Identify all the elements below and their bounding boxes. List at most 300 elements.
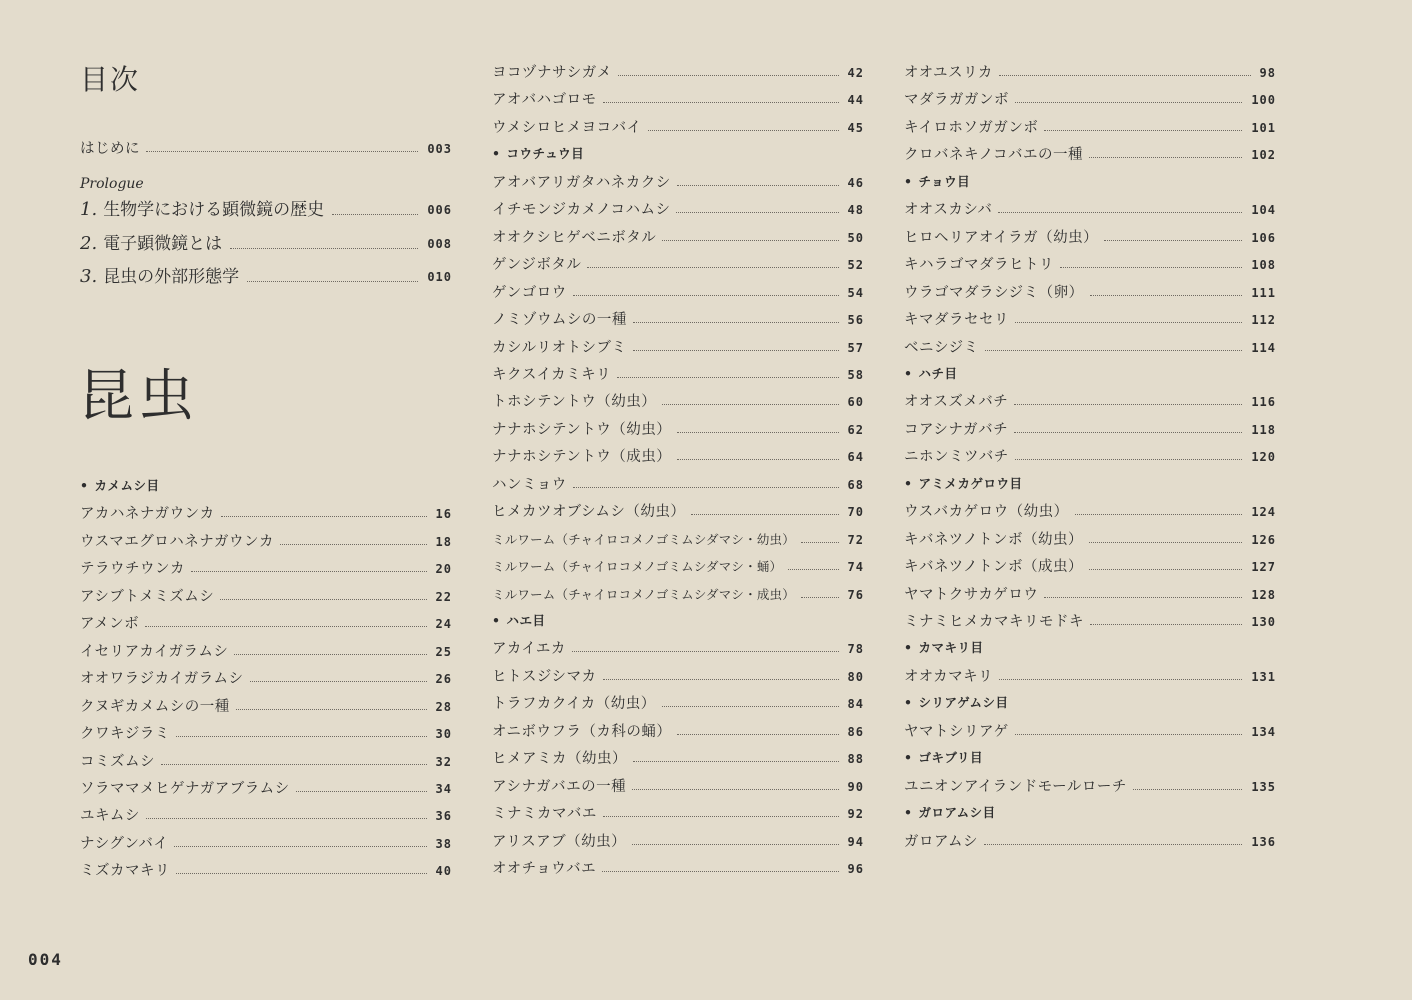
- toc-entry[interactable]: [492, 118, 864, 138]
- dot-leader: [573, 487, 839, 488]
- toc-entry-page: 70: [847, 505, 864, 519]
- toc-entry[interactable]: [904, 283, 1276, 303]
- order-heading: [80, 477, 160, 495]
- toc-entry[interactable]: [904, 530, 1276, 550]
- toc-entry-label: ミズカマキリ: [80, 863, 170, 879]
- order-heading: [904, 749, 983, 767]
- dot-leader: [176, 736, 427, 737]
- toc-entry-label: アリスアブ（幼虫）: [492, 834, 627, 850]
- toc-entry-page: 111: [1251, 286, 1276, 300]
- dot-leader: [1104, 240, 1242, 241]
- dot-leader: [618, 75, 839, 76]
- toc-entry[interactable]: [904, 447, 1276, 467]
- toc-entry[interactable]: [492, 255, 864, 275]
- dot-leader: [985, 350, 1243, 351]
- toc-entry[interactable]: [904, 255, 1276, 275]
- toc-entry-page: 124: [1251, 505, 1276, 519]
- toc-entry-label: ヤマトクサカゲロウ: [904, 587, 1039, 603]
- dot-leader: [1089, 569, 1242, 570]
- toc-entry[interactable]: [904, 777, 1276, 797]
- bullet-icon: •: [904, 366, 913, 381]
- toc-entry-page: 80: [847, 670, 864, 684]
- toc-entry[interactable]: [492, 832, 864, 852]
- order-heading: [492, 145, 584, 163]
- prologue-entry-page: 008: [427, 237, 452, 251]
- order-heading-label: アミメカゲロウ目: [918, 476, 1023, 491]
- toc-entry-page: 127: [1251, 560, 1276, 574]
- toc-entry-label: ソラママメヒゲナガアブラムシ: [80, 781, 290, 797]
- toc-entry[interactable]: [492, 722, 864, 742]
- dot-leader: [662, 404, 838, 405]
- dot-leader: [1044, 130, 1242, 131]
- dot-leader: [1060, 267, 1242, 268]
- toc-entry[interactable]: [904, 90, 1276, 110]
- toc-entry[interactable]: [492, 420, 864, 440]
- dot-leader: [221, 516, 427, 517]
- toc-entry[interactable]: [904, 502, 1276, 522]
- prologue-entry[interactable]: [80, 198, 452, 222]
- toc-entry-label: コミズムシ: [80, 754, 155, 770]
- toc-entry-page: 94: [847, 835, 864, 849]
- toc-entry-label: アシナガバエの一種: [492, 779, 627, 795]
- toc-entry[interactable]: [904, 612, 1276, 632]
- dot-leader: [617, 377, 838, 378]
- toc-entry[interactable]: [492, 475, 864, 495]
- toc-entry[interactable]: [80, 806, 452, 826]
- toc-entry-page: 52: [847, 258, 864, 272]
- toc-entry-label: アカイエカ: [492, 641, 566, 657]
- dot-leader: [234, 654, 426, 655]
- toc-entry-label: オオユスリカ: [904, 65, 993, 81]
- dot-leader: [677, 432, 838, 433]
- toc-entry-page: 38: [435, 837, 452, 851]
- toc-entry-page: 88: [847, 752, 864, 766]
- toc-entry-label: キバネツノトンボ（幼虫）: [904, 532, 1083, 548]
- toc-entry[interactable]: [492, 530, 864, 550]
- prologue-entry-label: 生物学における顕微鏡の歴史: [103, 200, 325, 220]
- toc-entry-label: ガロアムシ: [904, 834, 978, 850]
- toc-entry-page: 44: [847, 93, 864, 107]
- toc-entry-page: 86: [847, 725, 864, 739]
- dot-leader: [691, 514, 838, 515]
- toc-entry-page: 120: [1251, 450, 1276, 464]
- toc-entry[interactable]: [80, 532, 452, 552]
- toc-entry-label: ミナミヒメカマキリモドキ: [904, 614, 1084, 630]
- toc-entry[interactable]: [904, 392, 1276, 412]
- order-heading: [904, 639, 984, 657]
- toc-entry[interactable]: [492, 228, 864, 248]
- toc-entry[interactable]: [904, 667, 1276, 687]
- toc-entry-page: 108: [1251, 258, 1276, 272]
- toc-entry-page: 28: [435, 700, 452, 714]
- dot-leader: [677, 185, 839, 186]
- toc-entry[interactable]: [492, 310, 864, 330]
- toc-entry-label: ナナホシテントウ（幼虫）: [492, 422, 672, 438]
- toc-entry-label: ウスバカゲロウ（幼虫）: [904, 504, 1069, 520]
- toc-entry[interactable]: [492, 585, 864, 605]
- toc-entry[interactable]: [80, 861, 452, 881]
- dot-leader: [648, 130, 839, 131]
- toc-entry[interactable]: [492, 667, 864, 687]
- toc-entry-label: はじめに: [80, 141, 140, 157]
- toc-entry-page: 24: [435, 617, 452, 631]
- toc-title: 目次: [80, 63, 141, 96]
- toc-entry-page: 128: [1251, 588, 1276, 602]
- dot-leader: [146, 151, 418, 152]
- toc-entry-label: ユキムシ: [80, 808, 140, 824]
- prologue-entry[interactable]: [80, 265, 452, 289]
- toc-entry[interactable]: [80, 779, 452, 799]
- dot-leader: [1133, 789, 1242, 790]
- prologue-entry-page: 010: [427, 270, 452, 284]
- order-heading-label: チョウ目: [918, 174, 971, 189]
- toc-entry[interactable]: [904, 145, 1276, 165]
- toc-entry[interactable]: [492, 749, 864, 769]
- dot-leader: [146, 818, 427, 819]
- order-heading-label: カマキリ目: [918, 640, 984, 655]
- toc-entry[interactable]: [80, 559, 452, 579]
- toc-entry-label: トホシテントウ（幼虫）: [492, 394, 657, 410]
- toc-entry[interactable]: [904, 832, 1276, 852]
- toc-entry-page: 96: [847, 862, 864, 876]
- toc-entry[interactable]: [80, 834, 452, 854]
- toc-entry-label: イセリアカイガラムシ: [80, 644, 229, 660]
- dot-leader: [1015, 102, 1242, 103]
- toc-entry-label: ゲンジボタル: [492, 257, 582, 273]
- toc-entry-label: ニホンミツバチ: [904, 449, 1009, 465]
- toc-entry-page: 16: [435, 507, 452, 521]
- toc-entry[interactable]: [80, 504, 452, 524]
- toc-entry-page: 45: [847, 121, 864, 135]
- toc-entry-label: ミルワーム（チャイロコメノゴミムシダマシ・蛹）: [492, 559, 783, 574]
- bullet-icon: •: [904, 695, 913, 710]
- order-heading: [492, 612, 546, 630]
- toc-entry-page: 106: [1251, 231, 1276, 245]
- toc-entry-label: ウメシロヒメヨコバイ: [492, 120, 642, 136]
- toc-entry[interactable]: [492, 365, 864, 385]
- dot-leader: [999, 75, 1251, 76]
- toc-entry[interactable]: [904, 63, 1276, 83]
- toc-entry-page: 74: [847, 560, 864, 574]
- toc-entry[interactable]: [904, 338, 1276, 358]
- dot-leader: [161, 764, 427, 765]
- toc-entry-label: キハラゴマダラヒトリ: [904, 257, 1054, 273]
- prologue-label: Prologue: [80, 176, 144, 192]
- toc-entry-label: トラフカクイカ（幼虫）: [492, 696, 656, 712]
- toc-entry[interactable]: [904, 118, 1276, 138]
- toc-entry[interactable]: [904, 420, 1276, 440]
- dot-leader: [250, 681, 427, 682]
- toc-entry-page: 98: [1259, 66, 1276, 80]
- toc-entry-page: 135: [1251, 780, 1276, 794]
- toc-entry-page: 42: [847, 66, 864, 80]
- toc-entry-page: 18: [435, 535, 452, 549]
- prologue-entry-number: 2.: [80, 233, 98, 254]
- dot-leader: [1015, 322, 1242, 323]
- prologue-entry-label: 電子顕微鏡とは: [103, 234, 223, 254]
- toc-entry-label: アシブトメミズムシ: [80, 589, 215, 605]
- toc-entry-page: 30: [435, 727, 452, 741]
- toc-entry[interactable]: [492, 200, 864, 220]
- toc-entry-page: 76: [847, 588, 864, 602]
- toc-entry[interactable]: [80, 724, 452, 744]
- dot-leader: [236, 709, 427, 710]
- dot-leader: [984, 844, 1242, 845]
- order-heading: [904, 804, 996, 822]
- order-heading-label: ハエ目: [506, 613, 546, 628]
- toc-entry[interactable]: [80, 614, 452, 634]
- toc-entry[interactable]: [492, 173, 864, 193]
- toc-entry-page: 50: [847, 231, 864, 245]
- toc-entry-page: 57: [847, 341, 864, 355]
- toc-entry[interactable]: [80, 642, 452, 662]
- toc-entry-page: 134: [1251, 725, 1276, 739]
- toc-entry-page: 34: [435, 782, 452, 796]
- toc-entry-label: キマダラセセリ: [904, 312, 1009, 328]
- dot-leader: [633, 350, 839, 351]
- dot-leader: [662, 706, 839, 707]
- dot-leader: [632, 844, 838, 845]
- toc-entry-label: オニボウフラ（カ科の蛹）: [492, 724, 672, 740]
- toc-entry-label: アオバアリガタハネカクシ: [492, 175, 671, 191]
- toc-entry[interactable]: [904, 228, 1276, 248]
- toc-entry[interactable]: [80, 752, 452, 772]
- toc-entry[interactable]: [492, 557, 864, 577]
- dot-leader: [677, 734, 838, 735]
- dot-leader: [572, 651, 839, 652]
- toc-entry[interactable]: [80, 669, 452, 689]
- toc-entry-page: 64: [847, 450, 864, 464]
- toc-entry-label: ナナホシテントウ（成虫）: [492, 449, 672, 465]
- toc-entry[interactable]: [492, 63, 864, 83]
- bullet-icon: •: [904, 174, 913, 189]
- toc-entry[interactable]: [492, 90, 864, 110]
- toc-entry-label: アカハネナガウンカ: [80, 506, 215, 522]
- dot-leader: [573, 295, 839, 296]
- dot-leader: [1090, 624, 1242, 625]
- dot-leader: [1015, 734, 1243, 735]
- dot-leader: [677, 459, 838, 460]
- toc-entry-label: カシルリオトシブミ: [492, 340, 627, 356]
- order-heading-label: ゴキブリ目: [918, 750, 984, 765]
- toc-entry[interactable]: [492, 502, 864, 522]
- toc-entry-label: アメンボ: [80, 616, 140, 632]
- toc-entry-label: ウスマエグロハネナガウンカ: [80, 534, 274, 550]
- toc-entry-label: ゲンゴロウ: [492, 285, 567, 301]
- toc-entry-page: 78: [847, 642, 864, 656]
- toc-entry[interactable]: [80, 587, 452, 607]
- toc-entry-label: キバネツノトンボ（成虫）: [904, 559, 1083, 575]
- toc-entry-label: ノミゾウムシの一種: [492, 312, 627, 328]
- toc-entry-label: クヌギカメムシの一種: [80, 699, 230, 715]
- order-heading-label: ハチ目: [918, 366, 958, 381]
- dot-leader: [633, 322, 839, 323]
- dot-leader: [230, 248, 418, 249]
- toc-entry-page: 104: [1251, 203, 1276, 217]
- toc-entry-page: 102: [1251, 148, 1276, 162]
- toc-entry-label: ユニオンアイランドモールローチ: [904, 779, 1127, 795]
- dot-leader: [1090, 295, 1243, 296]
- toc-entry[interactable]: [492, 283, 864, 303]
- toc-entry-label: ナシグンバイ: [80, 836, 169, 852]
- dot-leader: [191, 571, 427, 572]
- toc-entry[interactable]: [492, 859, 864, 879]
- toc-entry-label: クロバネキノコバエの一種: [904, 147, 1083, 163]
- dot-leader: [1014, 404, 1242, 405]
- toc-entry[interactable]: [904, 722, 1276, 742]
- toc-entry-label: ヒメアミカ（幼虫）: [492, 751, 627, 767]
- toc-entry-page: 130: [1251, 615, 1276, 629]
- dot-leader: [633, 761, 839, 762]
- dot-leader: [296, 791, 427, 792]
- toc-entry-page: 112: [1251, 313, 1276, 327]
- dot-leader: [332, 214, 418, 215]
- dot-leader: [174, 846, 426, 847]
- dot-leader: [602, 871, 838, 872]
- toc-entry[interactable]: [904, 310, 1276, 330]
- toc-entry-label: コアシナガバチ: [904, 422, 1009, 438]
- toc-entry-label: オオスズメバチ: [904, 394, 1009, 410]
- toc-entry-page: 22: [435, 590, 452, 604]
- dot-leader: [603, 679, 839, 680]
- toc-entry[interactable]: [492, 694, 864, 714]
- dot-leader: [1075, 514, 1243, 515]
- toc-entry[interactable]: [492, 392, 864, 412]
- dot-leader: [788, 569, 838, 570]
- dot-leader: [1014, 432, 1242, 433]
- order-heading: [904, 173, 970, 191]
- toc-entry-page: 100: [1251, 93, 1276, 107]
- toc-entry-page: 32: [435, 755, 452, 769]
- dot-leader: [1044, 597, 1242, 598]
- toc-entry-label: アオバハゴロモ: [492, 92, 597, 108]
- toc-entry-page: 101: [1251, 121, 1276, 135]
- toc-entry-label: ベニシジミ: [904, 340, 979, 356]
- order-heading-label: カメムシ目: [94, 478, 160, 493]
- toc-entry-label: オオクシヒゲベニボタル: [492, 230, 657, 246]
- dot-leader: [662, 240, 838, 241]
- toc-entry[interactable]: [80, 697, 452, 717]
- toc-entry-page: 90: [847, 780, 864, 794]
- prologue-entry[interactable]: [80, 232, 452, 256]
- prologue-entry-number: 3.: [80, 266, 98, 287]
- order-heading: [904, 694, 1009, 712]
- dot-leader: [1015, 459, 1243, 460]
- section-title: 昆虫: [78, 364, 198, 429]
- dot-leader: [603, 102, 839, 103]
- toc-entry-page: 116: [1251, 395, 1276, 409]
- toc-entry-page: 126: [1251, 533, 1276, 547]
- toc-entry-page: 114: [1251, 341, 1276, 355]
- toc-entry-label: ミナミカマバエ: [492, 806, 597, 822]
- toc-entry-label: オオワラジカイガラムシ: [80, 671, 244, 687]
- dot-leader: [801, 597, 839, 598]
- dot-leader: [999, 679, 1242, 680]
- toc-entry-label: オオカマキリ: [904, 669, 994, 685]
- toc-entry-label: ヒメカツオブシムシ（幼虫）: [492, 504, 686, 520]
- bullet-icon: •: [904, 476, 913, 491]
- dot-leader: [587, 267, 838, 268]
- toc-entry-label: ミルワーム（チャイロコメノゴミムシダマシ・成虫）: [492, 587, 795, 602]
- order-heading-label: ガロアムシ目: [918, 805, 996, 820]
- bullet-icon: •: [80, 478, 89, 493]
- toc-entry-page: 003: [427, 142, 452, 156]
- bullet-icon: •: [904, 750, 913, 765]
- toc-entry-page: 25: [435, 645, 452, 659]
- toc-entry[interactable]: [492, 777, 864, 797]
- toc-entry-page: 36: [435, 809, 452, 823]
- prologue-entry-number: 1.: [80, 199, 98, 220]
- order-heading: [904, 365, 958, 383]
- toc-entry-label: ヒトスジシマカ: [492, 669, 597, 685]
- toc-entry[interactable]: [492, 804, 864, 824]
- dot-leader: [603, 816, 839, 817]
- dot-leader: [1089, 157, 1242, 158]
- order-heading: [904, 475, 1023, 493]
- toc-entry-label: ヒロヘリアオイラガ（幼虫）: [904, 230, 1099, 246]
- toc-entry-page: 54: [847, 286, 864, 300]
- toc-entry-page: 56: [847, 313, 864, 327]
- toc-entry-page: 72: [847, 533, 864, 547]
- toc-entry-label: キイロホソガガンボ: [904, 120, 1039, 136]
- toc-entry-page: 48: [847, 203, 864, 217]
- toc-entry-label: キクスイカミキリ: [492, 367, 612, 383]
- toc-entry-page: 84: [847, 697, 864, 711]
- toc-entry[interactable]: [904, 200, 1276, 220]
- toc-entry-label: ウラゴマダラシジミ（卵）: [904, 285, 1084, 301]
- toc-entry-page: 92: [847, 807, 864, 821]
- dot-leader: [632, 789, 838, 790]
- toc-entry-label: イチモンジカメノコハムシ: [492, 202, 671, 218]
- toc-entry-page: 131: [1251, 670, 1276, 684]
- toc-entry-label: マダラガガンボ: [904, 92, 1009, 108]
- toc-entry[interactable]: [904, 557, 1276, 577]
- toc-entry-page: 60: [847, 395, 864, 409]
- toc-entry-page: 58: [847, 368, 864, 382]
- bullet-icon: •: [904, 640, 913, 655]
- dot-leader: [998, 212, 1242, 213]
- toc-entry-label: オオチョウバエ: [492, 861, 597, 877]
- order-heading-label: シリアゲムシ目: [918, 695, 1009, 710]
- toc-entry[interactable]: [904, 585, 1276, 605]
- toc-entry-page: 118: [1251, 423, 1276, 437]
- toc-entry[interactable]: [492, 639, 864, 659]
- toc-entry-page: 20: [435, 562, 452, 576]
- toc-entry[interactable]: [492, 447, 864, 467]
- toc-entry-intro[interactable]: [80, 139, 452, 159]
- bullet-icon: •: [492, 146, 501, 161]
- dot-leader: [676, 212, 838, 213]
- toc-entry-label: ヨコヅナサシガメ: [492, 65, 612, 81]
- prologue-entry-label: 昆虫の外部形態学: [103, 267, 240, 287]
- toc-entry-label: クワキジラミ: [80, 726, 170, 742]
- toc-entry[interactable]: [492, 338, 864, 358]
- toc-entry-label: オオスカシバ: [904, 202, 993, 218]
- toc-entry-label: ミルワーム（チャイロコメノゴミムシダマシ・幼虫）: [492, 532, 795, 547]
- page-folio: 004: [28, 950, 63, 969]
- prologue-entry-page: 006: [427, 203, 452, 217]
- dot-leader: [145, 626, 426, 627]
- toc-entry-page: 40: [435, 864, 452, 878]
- dot-leader: [220, 599, 426, 600]
- toc-entry-label: ハンミョウ: [492, 477, 567, 493]
- toc-entry-page: 46: [847, 176, 864, 190]
- toc-entry-page: 68: [847, 478, 864, 492]
- dot-leader: [280, 544, 427, 545]
- toc-entry-page: 26: [435, 672, 452, 686]
- dot-leader: [801, 542, 839, 543]
- dot-leader: [1089, 542, 1242, 543]
